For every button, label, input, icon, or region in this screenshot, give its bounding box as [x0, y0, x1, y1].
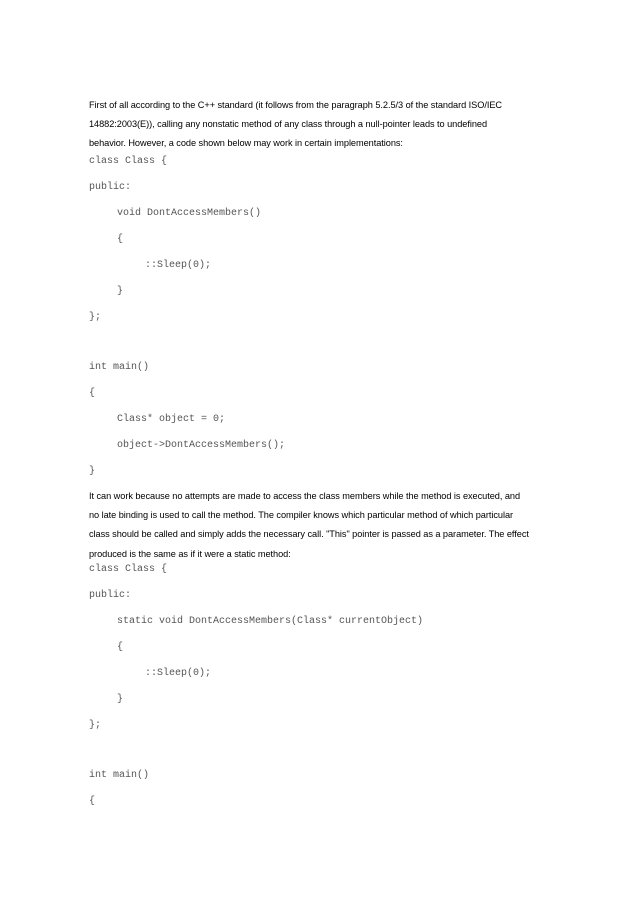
text-line: 14882:2003(E)), calling any nonstatic method of any class through a null-pointer leads to undefined	[89, 119, 488, 130]
code-line: {	[117, 642, 124, 653]
code-line: object->DontAccessMembers();	[117, 440, 286, 451]
code-line: {	[117, 234, 124, 245]
text-line: First of all according to the C++ standard (it follows from the paragraph 5.2.5/3 of the standard ISO/IEC	[89, 100, 502, 110]
code-line: public:	[89, 590, 132, 601]
code-line: }	[117, 286, 124, 297]
code-line: public:	[89, 182, 132, 193]
code-line: ::Sleep(0);	[145, 260, 212, 271]
paragraph-intro	[89, 96, 594, 154]
code-line: };	[89, 720, 102, 731]
code-line: int main()	[89, 770, 150, 781]
text-line: behavior. However, a code shown below may work in certain implementations:	[89, 138, 403, 149]
text-line: It can work because no attempts are made to access the class members while the method is executed, and	[89, 491, 521, 501]
code-line: {	[89, 796, 96, 807]
code-line: Class* object = 0;	[117, 414, 226, 425]
code-line: }	[117, 694, 124, 705]
text-line: produced is the same as if it were a static method:	[89, 548, 291, 559]
code-line: ::Sleep(0);	[145, 668, 212, 679]
text-line: no late binding is used to call the method. The compiler knows which particular method of which particular	[89, 510, 514, 521]
code-line: {	[89, 388, 96, 399]
code-line: }	[89, 466, 96, 477]
code-line: static void DontAccessMembers(Class* currentObject)	[117, 616, 424, 627]
code-line: void DontAccessMembers()	[117, 208, 262, 219]
code-line: };	[89, 312, 102, 323]
paragraph-explanation	[89, 487, 594, 564]
code-line: class Class {	[89, 564, 168, 575]
code-line: int main()	[89, 362, 150, 373]
code-line: class Class {	[89, 156, 168, 167]
text-line: class should be called and simply adds the necessary call. "This" pointer is passed as a parameter. The effect	[89, 529, 529, 540]
